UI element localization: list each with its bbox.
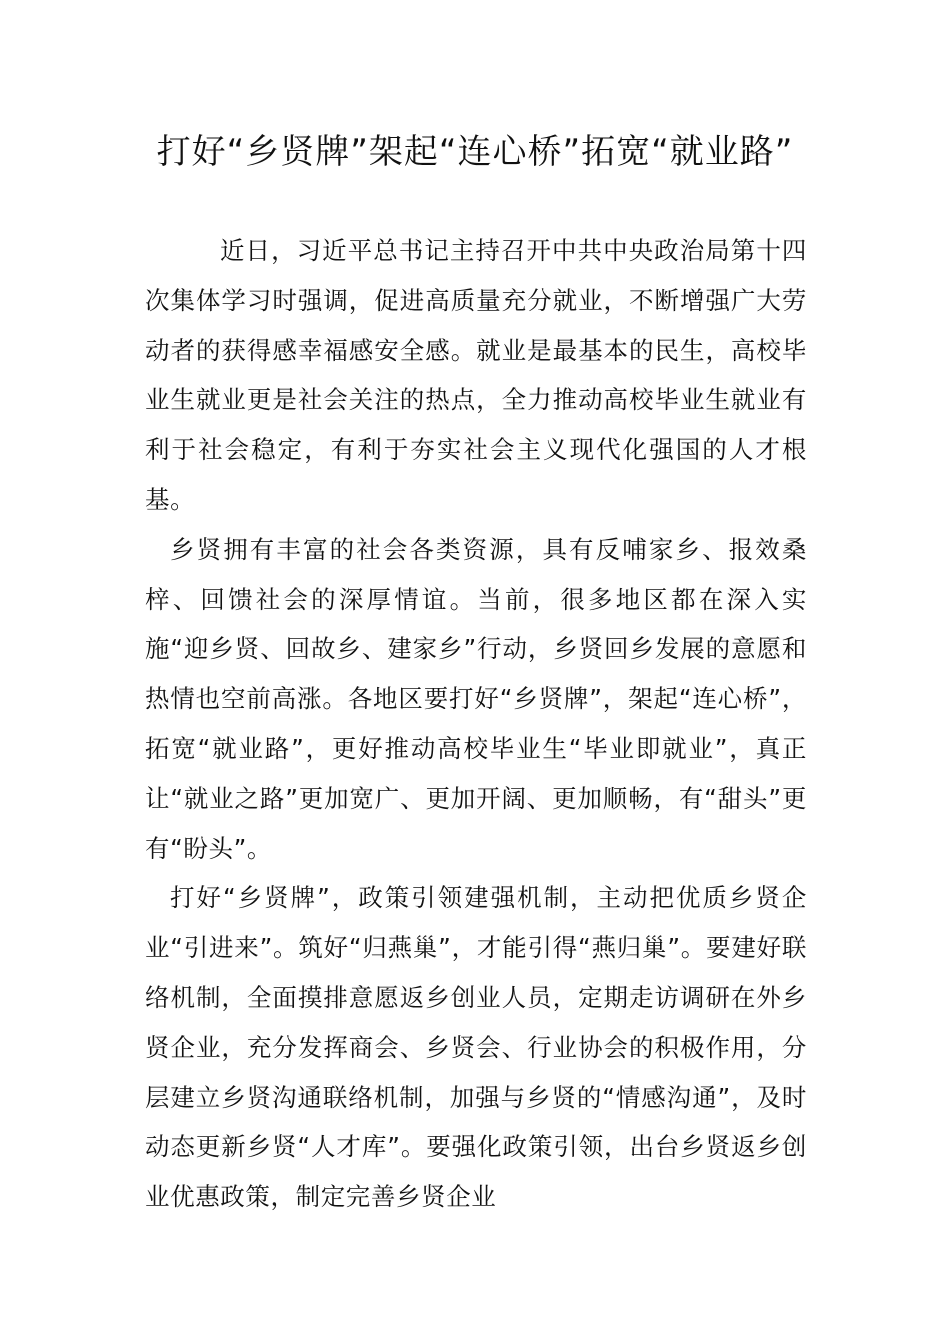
document-title: 打好“乡贤牌”架起“连心桥”拓宽“就业路” <box>156 132 794 172</box>
paragraph-1: 近日，习近平总书记主持召开中共中央政治局第十四次集体学习时强调，促进高质量充分就业，不断增强广大劳动者的获得感幸福感安全感。就业是最基本的民生，高校毕业生就业更是社会关注的热点，全力推动高校毕业生就业有利于社会稳定，有利于夯实社会主义现代化强国的人才根基。 <box>145 236 807 514</box>
paragraph-3: 打好“乡贤牌”，政策引领建强机制，主动把优质乡贤企业“引进来”。筑好“归燕巢”，才能引得“燕归巢”。要建好联络机制，全面摸排意愿返乡创业人员，定期走访调研在外乡贤企业，充分发挥商会、乡贤会、行业协会的积极作用，分层建立乡贤沟通联络机制，加强与乡贤的“情感沟通”，及时动态更新乡贤“人才库”。要强化政策引领，出台乡贤返乡创业优惠政策，制定完善乡贤企业 <box>145 883 807 1212</box>
document-body <box>145 226 807 1222</box>
paragraph-2: 乡贤拥有丰富的社会各类资源，具有反哺家乡、报效桑梓、回馈社会的深厚情谊。当前，很多地区都在深入实施“迎乡贤、回故乡、建家乡”行动，乡贤回乡发展的意愿和热情也空前高涨。各地区要打好“乡贤牌”，架起“连心桥”，拓宽“就业路”，更好推动高校毕业生“毕业即就业”，真正让“就业之路”更加宽广、更加开阔、更加顺畅，有“甜头”更有“盼头”。 <box>145 534 807 863</box>
